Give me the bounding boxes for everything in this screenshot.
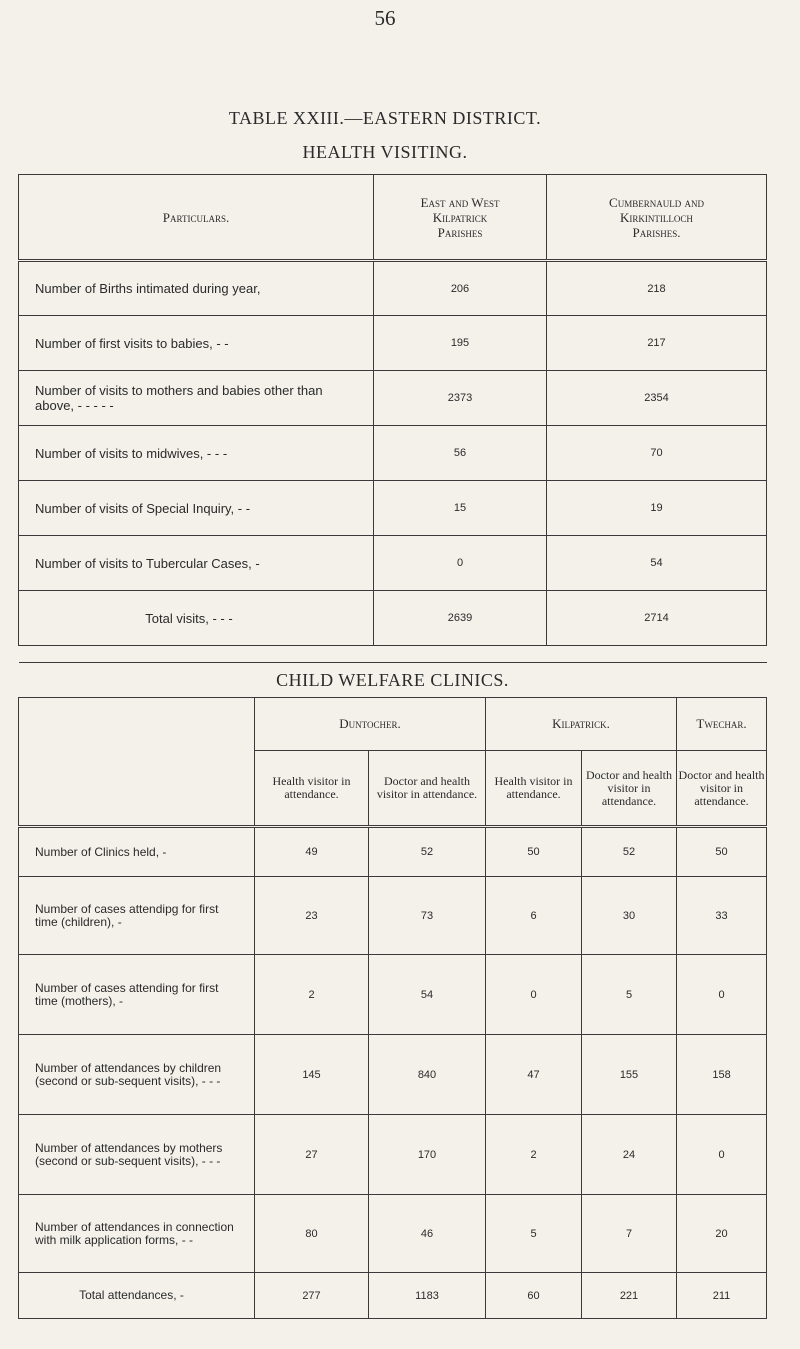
cumbernauld-value: 218 [547,261,767,316]
row-label: Number of attendances in connection with milk application forms, - - [19,1195,255,1273]
table-row [19,481,767,536]
header-line: Kilpatrick [432,209,488,225]
cell-value: 2 [255,955,369,1035]
cell-value: 7 [582,1195,677,1273]
row-label: Number of visits to midwives, - - - [19,426,374,481]
cell-value: 52 [582,827,677,877]
blank-header-cell [19,698,255,827]
cumbernauld-value: 54 [547,536,767,591]
cumbernauld-total: 2714 [547,591,767,646]
duntocher-header: Duntocher. [255,698,486,751]
clinics-title: CHILD WELFARE CLINICS. [19,663,767,698]
total-value: 221 [582,1273,677,1319]
cumbernauld-value: 19 [547,481,767,536]
cell-value: 30 [582,877,677,955]
cell-value: 158 [677,1035,767,1115]
cell-value: 52 [369,827,486,877]
particulars-header: Particulars. [19,175,374,261]
cell-value: 24 [582,1115,677,1195]
kilpatrick-value: 195 [374,316,547,371]
cell-value: 840 [369,1035,486,1115]
cell-value: 20 [677,1195,767,1273]
table-row [19,1035,767,1115]
kilpatrick-health-visitor-header: Health visitor in attendance. [486,751,582,827]
twechar-header: Twechar. [677,698,767,751]
cell-value: 5 [486,1195,582,1273]
twechar-doctor-header: Doctor and health visitor in attendance. [677,751,767,827]
cell-value: 6 [486,877,582,955]
kilpatrick-value: 15 [374,481,547,536]
table-row [19,371,767,426]
kilpatrick-header: Kilpatrick. [486,698,677,751]
cell-value: 0 [677,955,767,1035]
kilpatrick-parishes-header [374,175,547,261]
cell-value: 33 [677,877,767,955]
page-number: 56 [374,6,396,30]
cell-value: 47 [486,1035,582,1115]
cell-value: 155 [582,1035,677,1115]
table-row [19,1115,767,1195]
cell-value: 170 [369,1115,486,1195]
table-row [19,955,767,1035]
row-label: Number of attendances by children (second or sub-sequent visits), - - - [19,1035,255,1115]
duntocher-health-visitor-header: Health visitor in attendance. [255,751,369,827]
cumbernauld-value: 217 [547,316,767,371]
row-label: Number of cases attending for first time (mothers), - [19,955,255,1035]
kilpatrick-value: 56 [374,426,547,481]
row-label: Number of visits to Tubercular Cases, - [19,536,374,591]
cell-value: 0 [486,955,582,1035]
cell-value: 49 [255,827,369,877]
total-value: 1183 [369,1273,486,1319]
kilpatrick-value: 206 [374,261,547,316]
cell-value: 50 [486,827,582,877]
child-welfare-clinics-table [18,662,767,1319]
table-row [19,426,767,481]
table-row [19,1195,767,1273]
cumbernauld-parishes-header [547,175,767,261]
cell-value: 80 [255,1195,369,1273]
cumbernauld-value: 70 [547,426,767,481]
duntocher-doctor-header: Doctor and health visitor in attendance. [369,751,486,827]
kilpatrick-value: 2373 [374,371,547,426]
cell-value: 46 [369,1195,486,1273]
kilpatrick-doctor-header: Doctor and health visitor in attendance. [582,751,677,827]
table-row [19,877,767,955]
cell-value: 0 [677,1115,767,1195]
total-label: Total attendances, - [19,1273,255,1319]
header-row [19,175,767,261]
header-line: Parishes [437,224,483,240]
row-label: Number of first visits to babies, - - [19,316,374,371]
group-header-row [19,698,767,751]
header-line: Cumbernauld and [609,194,704,210]
table-subtitle: HEALTH VISITING. [302,142,468,162]
total-value: 60 [486,1273,582,1319]
clinics-title-row [19,663,767,698]
row-label: Number of attendances by mothers (second or sub-sequent visits), - - - [19,1115,255,1195]
table-row [19,536,767,591]
row-label: Number of cases attendipg for first time (children), - [19,877,255,955]
health-visiting-table [18,174,767,646]
table-row [19,827,767,877]
total-row [19,591,767,646]
cell-value: 27 [255,1115,369,1195]
header-line: Parishes. [632,224,681,240]
cell-value: 2 [486,1115,582,1195]
cell-value: 54 [369,955,486,1035]
cumbernauld-value: 2354 [547,371,767,426]
cell-value: 23 [255,877,369,955]
row-label: Number of Births intimated during year, [19,261,374,316]
table-title: TABLE XXIII.—EASTERN DISTRICT. [228,108,542,128]
total-value: 277 [255,1273,369,1319]
cell-value: 50 [677,827,767,877]
cell-value: 73 [369,877,486,955]
row-label: Number of visits to mothers and babies other than above, - - - - - [19,371,374,426]
total-label: Total visits, - - - [19,591,374,646]
kilpatrick-total: 2639 [374,591,547,646]
table-row [19,261,767,316]
row-label: Number of visits of Special Inquiry, - - [19,481,374,536]
kilpatrick-value: 0 [374,536,547,591]
row-label: Number of Clinics held, - [19,827,255,877]
total-value: 211 [677,1273,767,1319]
table-row [19,316,767,371]
header-line: East and West [420,194,500,210]
header-line: Kirkintilloch [620,209,693,225]
cell-value: 145 [255,1035,369,1115]
total-row [19,1273,767,1319]
cell-value: 5 [582,955,677,1035]
